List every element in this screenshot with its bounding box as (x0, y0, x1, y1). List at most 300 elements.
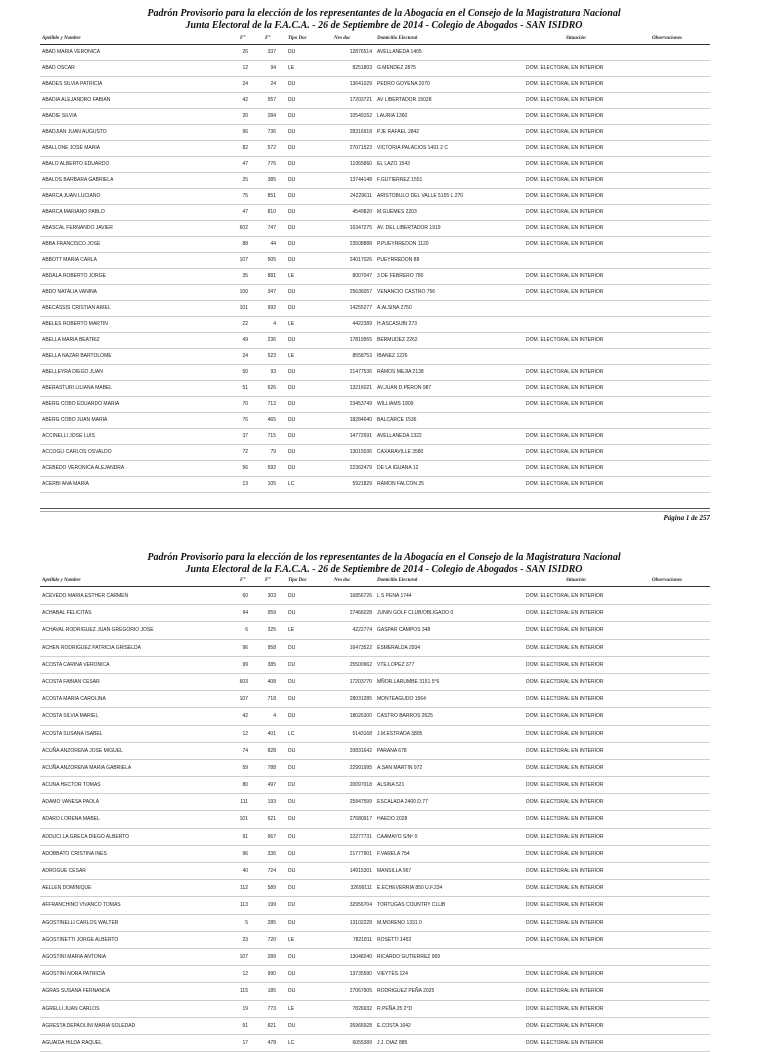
table-row (40, 932, 710, 949)
table-row (40, 141, 710, 157)
header-folio-2: F° (265, 36, 271, 41)
cell-doc-type: DU (288, 850, 296, 857)
cell-folio-1: 51 (242, 385, 248, 391)
cell-folio-1: 91 (242, 1022, 248, 1029)
cell-doc-type: DU (288, 919, 296, 926)
cell-name: ACOSTA SILVIA MARIEL (42, 713, 99, 720)
cell-address: AV.JUAN D.PERON 987 (377, 385, 432, 391)
cell-doc-type: DU (288, 337, 296, 343)
cell-doc-type: DU (288, 644, 296, 651)
cell-name: ACOSTA FABIAN CESAR (42, 678, 100, 685)
cell-folio-2: 810 (267, 209, 276, 215)
cell-address: LAURIA 1360 (377, 113, 408, 119)
cell-status: DOM. ELECTORAL EN INTERIOR (526, 988, 604, 995)
cell-doc-type: DU (288, 433, 296, 439)
cell-status: DOM. ELECTORAL EN INTERIOR (526, 919, 604, 926)
cell-folio-2: 497 (267, 782, 276, 789)
cell-doc-type: DU (288, 225, 296, 231)
cell-name: ACOSTA CARINA VERONICA (42, 661, 110, 668)
cell-folio-2: 589 (267, 885, 276, 892)
cell-address: AVELLANEDA 1405 (377, 49, 422, 55)
cell-doc-type: DU (288, 1022, 296, 1029)
cell-folio-1: 24 (242, 81, 248, 87)
cell-folio-2: 337 (267, 49, 276, 55)
cell-folio-2: 821 (267, 1022, 276, 1029)
table-row (40, 760, 710, 777)
cell-address: CAXARAVILLE 3580 (377, 449, 424, 455)
cell-doc-type: DU (288, 209, 296, 215)
document-title: Padrón Provisorio para la elección de los representantes de la Abogacía en el Consejo de la Magistratura Nacional (147, 8, 621, 19)
cell-folio-2: 992 (267, 305, 276, 311)
header-notes: Observaciones (652, 36, 682, 41)
cell-doc-number: 13102228 (349, 919, 372, 926)
cell-status: DOM. ELECTORAL EN INTERIOR (526, 971, 604, 978)
table-row (40, 237, 710, 253)
cell-name: ACUNA HECTOR TOMAS (42, 782, 101, 789)
cell-doc-type: DU (288, 257, 296, 263)
cell-doc-number: 14915301 (349, 868, 372, 874)
cell-address: G.MENDEZ 2875 (377, 65, 416, 71)
header-address: Domicilio Electoral (377, 578, 418, 583)
table-row (40, 1035, 710, 1052)
cell-doc-number: 13048240 (349, 953, 372, 960)
table-row (40, 811, 710, 828)
cell-folio-2: 967 (267, 833, 276, 840)
table-row (40, 726, 710, 743)
cell-address: PJE RAFAEL 2842 (377, 129, 420, 135)
cell-address: AVELLANEDA 1322 (377, 433, 422, 439)
cell-doc-type: DU (288, 113, 296, 119)
cell-doc-number: 17819955 (349, 337, 372, 343)
cell-folio-1: 82 (242, 145, 248, 151)
cell-folio-1: 96 (242, 850, 248, 857)
cell-folio-1: 47 (242, 209, 248, 215)
cell-doc-type: DU (288, 289, 296, 295)
cell-name: ABALLONE JOSE MARIA (42, 145, 101, 151)
table-row (40, 846, 710, 863)
table-row (40, 61, 710, 77)
cell-status: DOM. ELECTORAL EN INTERIOR (526, 936, 604, 943)
table-row (40, 691, 710, 708)
header-folio-1: F° (240, 36, 246, 41)
cell-folio-1: 96 (242, 129, 248, 135)
cell-address: M.MORENO 1331 0 (377, 919, 422, 926)
cell-doc-number: 27071523 (349, 145, 372, 151)
cell-doc-type: DU (288, 696, 296, 703)
cell-status: DOM. ELECTORAL EN INTERIOR (526, 661, 604, 668)
cell-name: ABADJIAN JUAN AUGUSTO (42, 129, 107, 135)
table-header (40, 576, 710, 587)
cell-doc-number: 4422389 (352, 321, 372, 327)
cell-doc-type: DU (288, 97, 296, 103)
cell-name: ACHAVAL RODRIGUEZ JUAN GREGORIO JOSE (42, 627, 154, 634)
cell-doc-type: DU (288, 385, 296, 391)
cell-doc-type: DU (288, 465, 296, 471)
cell-folio-1: 70 (242, 401, 248, 407)
cell-address: IBANEZ 1226 (377, 353, 408, 359)
cell-doc-type: LE (288, 321, 295, 327)
cell-name: ACEBEDO VERONICA ALEJANDRA (42, 465, 125, 471)
cell-folio-2: 881 (267, 273, 276, 279)
header-name: Apellido y Nombre (42, 36, 81, 41)
padron-page-2 (0, 546, 768, 1046)
cell-folio-2: 199 (267, 902, 276, 909)
cell-doc-type: LC (288, 481, 295, 487)
cell-folio-2: 788 (267, 764, 276, 771)
header-status: Situación (566, 36, 586, 41)
cell-status: DOM. ELECTORAL EN INTERIOR (526, 799, 604, 806)
cell-folio-1: 35 (242, 273, 248, 279)
table-row (40, 915, 710, 932)
cell-name: ABAD MARIA VERONICA (42, 49, 101, 55)
cell-name: ACHEN RODRIGUEZ PATRICIA GRISELDA (42, 644, 141, 651)
table-row (40, 863, 710, 880)
cell-folio-1: 107 (239, 257, 248, 263)
cell-doc-number: 22362479 (349, 465, 372, 471)
cell-address: E.ECHEVERRIA 850 U.F.234 (377, 885, 443, 892)
cell-name: ABAD OSCAR (42, 65, 75, 71)
cell-address: 3 DE FEBRERO 780 (377, 273, 424, 279)
cell-name: ACERBI ANA MARIA (42, 481, 89, 487)
cell-folio-1: 100 (239, 289, 248, 295)
table-row (40, 605, 710, 622)
cell-doc-type: DU (288, 678, 296, 685)
cell-address: JUNIN GOLF CLUB/OBLIGADO 0 (377, 610, 454, 617)
cell-folio-1: 26 (242, 49, 248, 55)
cell-name: AGOSTINI NORA PATRICIA (42, 971, 106, 978)
cell-doc-number: 23508888 (349, 241, 372, 247)
cell-doc-number: 7821811 (352, 936, 372, 943)
cell-status: DOM. ELECTORAL EN INTERIOR (526, 369, 604, 375)
cell-address: BERMUDEZ 2262 (377, 337, 418, 343)
cell-folio-1: 111 (240, 799, 248, 806)
cell-status: DOM. ELECTORAL EN INTERIOR (526, 764, 604, 771)
cell-doc-type: DU (288, 747, 296, 754)
cell-doc-type: DU (288, 971, 296, 978)
cell-folio-2: 303 (267, 593, 276, 599)
cell-address: CASTRO BARROS 2625 (377, 713, 433, 720)
cell-doc-type: DU (288, 661, 296, 668)
cell-address: VENANCIO CASTRO 756 (377, 289, 436, 295)
cell-status: DOM. ELECTORAL EN INTERIOR (526, 747, 604, 754)
table-row (40, 189, 710, 205)
cell-doc-number: 13735590 (349, 971, 372, 978)
cell-folio-1: 13 (242, 481, 248, 487)
cell-address: F.GUTIERREZ 1551 (377, 177, 423, 183)
cell-folio-1: 107 (239, 696, 248, 703)
cell-doc-type: DU (288, 816, 296, 823)
cell-folio-2: 572 (267, 145, 276, 151)
cell-status: DOM. ELECTORAL EN INTERIOR (526, 177, 604, 183)
cell-doc-number: 18026300 (349, 713, 372, 720)
cell-folio-2: 385 (267, 177, 276, 183)
cell-doc-number: 8251803 (352, 65, 372, 71)
cell-folio-2: 465 (267, 417, 276, 423)
cell-folio-2: 958 (267, 644, 276, 651)
cell-name: ADARO LORENA MABEL (42, 816, 100, 823)
cell-name: ABBOTT MARIA CARLA (42, 257, 97, 263)
cell-folio-2: 44 (270, 241, 276, 247)
cell-name: ABELES ROBERTO MARTIN (42, 321, 108, 327)
cell-folio-2: 94 (270, 65, 276, 71)
cell-folio-2: 408 (267, 678, 276, 685)
table-row (40, 477, 710, 493)
cell-doc-type: DU (288, 764, 296, 771)
table-row (40, 45, 710, 61)
cell-folio-1: 19 (242, 1005, 248, 1012)
cell-folio-2: 747 (267, 225, 276, 231)
cell-address: ALSINA 521 (377, 782, 405, 789)
cell-status: DOM. ELECTORAL EN INTERIOR (526, 868, 604, 874)
cell-doc-number: 16473522 (349, 644, 372, 651)
table-row (40, 173, 710, 189)
table-row (40, 461, 710, 477)
cell-status: DOM. ELECTORAL EN INTERIOR (526, 627, 604, 634)
cell-folio-1: 99 (242, 661, 248, 668)
cell-name: ABALOS BARBARA GABRIELA (42, 177, 114, 183)
cell-folio-2: 621 (267, 816, 276, 823)
cell-address: RODRIGUEZ PEÑA 2025 (377, 988, 435, 995)
cell-doc-type: DU (288, 193, 296, 199)
cell-address: L S PENA 1744 (377, 593, 412, 599)
table-row (40, 269, 710, 285)
cell-name: AGUAIDA HILDA RAQUEL (42, 1039, 103, 1046)
cell-folio-2: 626 (267, 385, 276, 391)
cell-status: DOM. ELECTORAL EN INTERIOR (526, 81, 604, 87)
cell-address: VICTORIA PALACIOS 1491 2 C (377, 145, 448, 151)
cell-status: DOM. ELECTORAL EN INTERIOR (526, 273, 604, 279)
cell-status: DOM. ELECTORAL EN INTERIOR (526, 833, 604, 840)
cell-folio-1: 60 (242, 593, 248, 599)
cell-doc-type: DU (288, 401, 296, 407)
cell-address: VTE.LOPEZ 377 (377, 661, 415, 668)
cell-doc-type: DU (288, 449, 296, 455)
cell-doc-number: 16347275 (349, 225, 372, 231)
cell-doc-number: 13641029 (349, 81, 372, 87)
cell-folio-1: 80 (242, 782, 248, 789)
cell-folio-1: 76 (242, 417, 248, 423)
cell-doc-type: DU (288, 713, 296, 720)
table-row (40, 949, 710, 966)
cell-name: ABARCA JUAN LUCIANO (42, 193, 101, 199)
cell-address: RAMOS MEJIA 2138 (377, 369, 424, 375)
table-row (40, 349, 710, 365)
cell-address: TORTUGAS COUNTRY CLUB (377, 902, 446, 909)
cell-doc-number: 13015036 (349, 449, 372, 455)
cell-doc-type: LE (288, 353, 295, 359)
cell-folio-1: 12 (242, 730, 248, 737)
cell-folio-1: 101 (239, 816, 248, 823)
cell-doc-number: 25847599 (349, 799, 372, 806)
table-row (40, 640, 710, 657)
cell-doc-number: 11065860 (350, 161, 372, 167)
cell-name: ADDUCI LA GRECA DIEGO ALBERTO (42, 833, 130, 840)
cell-name: AGOSTINELLI CARLOS WALTER (42, 919, 119, 926)
page-divider (40, 508, 710, 509)
cell-folio-2: 713 (267, 401, 276, 407)
cell-folio-1: 603 (239, 678, 248, 685)
cell-name: ACCOGLI CARLOS OSVALDO (42, 449, 112, 455)
header-status: Situación (566, 578, 586, 583)
cell-address: ESCALADA 2400 D.77 (377, 799, 428, 806)
cell-name: AELLEN DOMINIQUE (42, 885, 92, 892)
cell-folio-2: 828 (267, 747, 276, 754)
cell-name: ABASCAL FERNANDO JAVIER (42, 225, 113, 231)
cell-doc-number: 27680917 (349, 816, 372, 823)
cell-folio-1: 20 (242, 113, 248, 119)
cell-doc-type: DU (288, 81, 296, 87)
cell-folio-2: 718 (267, 696, 276, 703)
cell-status: DOM. ELECTORAL EN INTERIOR (526, 465, 604, 471)
cell-folio-1: 42 (242, 713, 248, 720)
cell-doc-number: 7826932 (352, 1005, 372, 1012)
cell-doc-number: 32956704 (349, 902, 372, 909)
cell-doc-type: DU (288, 593, 296, 599)
cell-doc-type: DU (288, 953, 296, 960)
table-row (40, 708, 710, 725)
cell-doc-number: 17203770 (349, 678, 372, 685)
cell-folio-1: 23 (242, 936, 248, 943)
cell-doc-number: 4549820 (352, 209, 372, 215)
cell-doc-number: 4222774 (352, 627, 372, 634)
cell-address: MONTEAGUDO 1964 (377, 696, 426, 703)
cell-address: E.COSTA 1042 (377, 1022, 411, 1029)
cell-doc-type: DU (288, 145, 296, 151)
page-number: Página 1 de 257 (663, 514, 710, 522)
cell-name: ACOSTA SUSANA ISABEL (42, 730, 103, 737)
cell-folio-1: 47 (242, 161, 248, 167)
cell-folio-1: 40 (242, 868, 248, 874)
cell-status: DOM. ELECTORAL EN INTERIOR (526, 593, 604, 599)
cell-doc-number: 27067905 (349, 988, 372, 995)
cell-doc-number: 32699111 (350, 885, 372, 892)
cell-status: DOM. ELECTORAL EN INTERIOR (526, 481, 604, 487)
cell-status: DOM. ELECTORAL EN INTERIOR (526, 385, 604, 391)
table-row (40, 301, 710, 317)
cell-doc-number: 26966928 (349, 1022, 372, 1029)
cell-address: MÑOR.LARUMBE 3151 5°6 (377, 678, 440, 685)
cell-folio-2: 4 (273, 713, 276, 720)
cell-name: ADOBBATO CRISTINA INES (42, 850, 107, 857)
cell-doc-type: DU (288, 988, 296, 995)
table-row (40, 413, 710, 429)
cell-folio-2: 236 (267, 337, 276, 343)
document-subtitle: Junta Electoral de la F.A.C.A. - 26 de Septiembre de 2014 - Colegio de Abogados - SAN ISIDRO (185, 20, 583, 31)
table-row (40, 829, 710, 846)
cell-address: F.VARELA 754 (377, 850, 410, 857)
cell-folio-2: 79 (270, 449, 276, 455)
cell-address: PEDRO GOYENA 2070 (377, 81, 430, 87)
cell-folio-1: 12 (242, 971, 248, 978)
cell-folio-2: 724 (267, 868, 276, 874)
cell-folio-1: 24 (242, 353, 248, 359)
cell-folio-1: 94 (242, 610, 248, 617)
table-row (40, 777, 710, 794)
cell-status: DOM. ELECTORAL EN INTERIOR (526, 902, 604, 909)
cell-folio-2: 990 (267, 971, 276, 978)
header-doc-number: Nro doc (334, 36, 351, 41)
cell-status: DOM. ELECTORAL EN INTERIOR (526, 678, 604, 685)
cell-address: VIEYTES 124 (377, 971, 408, 978)
cell-folio-1: 107 (239, 953, 248, 960)
cell-doc-type: DU (288, 177, 296, 183)
voter-table-page-2 (40, 588, 710, 1052)
cell-status: DOM. ELECTORAL EN INTERIOR (526, 241, 604, 247)
cell-name: ACUÑA ANZORENA JOSE MIGUEL (42, 747, 123, 754)
cell-folio-1: 72 (242, 449, 248, 455)
table-row (40, 317, 710, 333)
cell-doc-number: 20097018 (349, 782, 372, 789)
cell-doc-number: 18284640 (349, 417, 372, 423)
cell-status: DOM. ELECTORAL EN INTERIOR (526, 113, 604, 119)
cell-folio-1: 112 (240, 885, 248, 892)
cell-doc-number: 14772691 (349, 433, 372, 439)
table-row (40, 743, 710, 760)
cell-folio-1: 602 (239, 225, 248, 231)
cell-status: DOM. ELECTORAL EN INTERIOR (526, 161, 604, 167)
cell-folio-2: 592 (267, 465, 276, 471)
cell-doc-number: 21777901 (349, 850, 372, 857)
cell-name: ACHABAL FELICITAS (42, 610, 92, 617)
cell-doc-type: DU (288, 161, 296, 167)
cell-folio-1: 56 (242, 465, 248, 471)
cell-doc-type: DU (288, 369, 296, 375)
cell-status: DOM. ELECTORAL EN INTERIOR (526, 337, 604, 343)
cell-address: ARISTOBULO DEL VALLE 5155 L.270 (377, 193, 464, 199)
table-row (40, 109, 710, 125)
cell-doc-number: 22277731 (349, 833, 372, 840)
cell-status: DOM. ELECTORAL EN INTERIOR (526, 850, 604, 857)
cell-doc-number: 5143168 (352, 730, 372, 737)
cell-doc-type: DU (288, 129, 296, 135)
cell-folio-1: 115 (240, 988, 248, 995)
cell-folio-2: 851 (267, 193, 276, 199)
cell-doc-number: 28031285 (349, 696, 372, 703)
cell-folio-2: 105 (267, 481, 276, 487)
table-row (40, 429, 710, 445)
cell-folio-2: 93 (270, 369, 276, 375)
cell-doc-number: 24017026 (349, 257, 372, 263)
cell-doc-number: 25636057 (349, 289, 372, 295)
cell-doc-type: DU (288, 868, 296, 874)
cell-folio-2: 505 (267, 257, 276, 263)
cell-status: DOM. ELECTORAL EN INTERIOR (526, 433, 604, 439)
cell-status: DOM. ELECTORAL EN INTERIOR (526, 65, 604, 71)
cell-doc-type: LE (288, 627, 295, 634)
table-row (40, 205, 710, 221)
cell-folio-2: 285 (267, 919, 276, 926)
table-row (40, 880, 710, 897)
cell-folio-2: 401 (267, 730, 276, 737)
cell-status: DOM. ELECTORAL EN INTERIOR (526, 816, 604, 823)
cell-doc-number: 27466028 (349, 610, 372, 617)
cell-folio-2: 773 (267, 1005, 276, 1012)
cell-folio-2: 284 (267, 113, 276, 119)
table-row (40, 253, 710, 269)
header-doc-type: Tipo Doc (288, 578, 307, 583)
table-row (40, 333, 710, 349)
cell-address: WILLIAMS 1809 (377, 401, 414, 407)
cell-folio-2: 776 (267, 161, 276, 167)
cell-folio-1: 49 (242, 337, 248, 343)
cell-folio-1: 22 (242, 321, 248, 327)
cell-name: ACUÑA ANZORENA MARIA GABRIELA (42, 764, 132, 771)
cell-doc-number: 8558753 (352, 353, 372, 359)
cell-folio-1: 91 (242, 833, 248, 840)
cell-doc-number: 16856726 (349, 593, 372, 599)
cell-folio-2: 336 (267, 850, 276, 857)
cell-doc-type: LE (288, 65, 295, 71)
